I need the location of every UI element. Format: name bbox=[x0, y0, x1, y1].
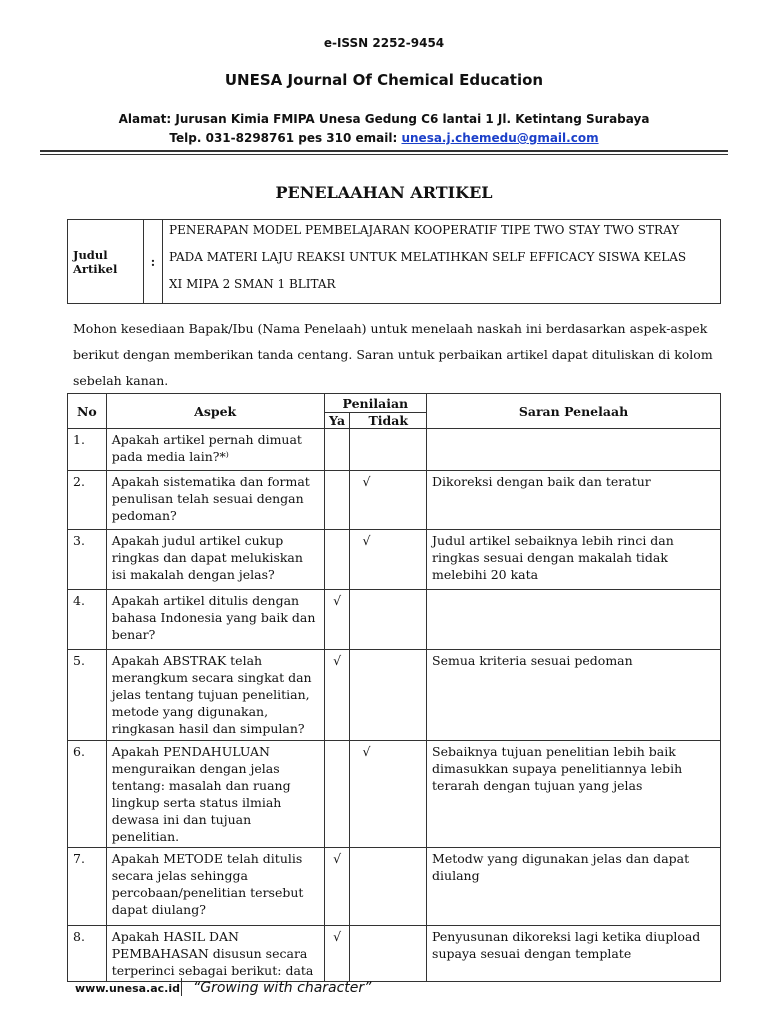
document-title: PENELAAHAN ARTIKEL bbox=[275, 183, 493, 202]
header-tidak: Tidak bbox=[350, 413, 427, 429]
row-number: 5. bbox=[68, 650, 107, 741]
row-suggestion[interactable]: Metodw yang digunakan jelas dan dapat diulang bbox=[427, 848, 721, 926]
header-divider bbox=[40, 150, 728, 152]
row-aspect: Apakah PENDAHULUAN menguraikan dengan jelas tentang: masalah dan ruang lingkup serta status ilmiah dewasa ini dan tujuan penelitian. bbox=[106, 741, 324, 848]
row-aspect: Apakah artikel pernah dimuat pada media lain?*⁾ bbox=[106, 429, 324, 471]
row-aspect: Apakah HASIL DAN PEMBAHASAN disusun secara terperinci sebagai berikut: data bbox=[106, 926, 324, 982]
check-tidak[interactable]: √ bbox=[350, 530, 427, 590]
colon: : bbox=[144, 220, 163, 304]
check-tidak[interactable] bbox=[350, 650, 427, 741]
row-number: 2. bbox=[68, 471, 107, 530]
check-tidak[interactable] bbox=[350, 429, 427, 471]
journal-contact bbox=[0, 131, 768, 145]
table-row bbox=[68, 848, 721, 926]
row-number: 8. bbox=[68, 926, 107, 982]
title-line: XI MIPA 2 SMAN 1 BLITAR bbox=[169, 277, 336, 291]
article-title-table bbox=[67, 219, 721, 304]
header-penilaian: Penilaian bbox=[324, 394, 426, 413]
journal-address: Alamat: Jurusan Kimia FMIPA Unesa Gedung C6 lantai 1 Jl. Ketintang Surabaya bbox=[118, 112, 650, 126]
footer-separator bbox=[181, 978, 182, 996]
header-divider-thin bbox=[40, 154, 728, 155]
header-ya: Ya bbox=[324, 413, 350, 429]
row-aspect: Apakah artikel ditulis dengan bahasa Indonesia yang baik dan benar? bbox=[106, 590, 324, 650]
table-row bbox=[68, 590, 721, 650]
table-row bbox=[68, 471, 721, 530]
table-row bbox=[68, 530, 721, 590]
footer-motto: “Growing with character” bbox=[193, 980, 372, 996]
row-suggestion[interactable]: Penyusunan dikoreksi lagi ketika diupload supaya sesuai dengan template bbox=[427, 926, 721, 982]
article-title-label bbox=[68, 220, 144, 304]
row-suggestion[interactable]: Semua kriteria sesuai pedoman bbox=[427, 650, 721, 741]
journal-name: UNESA Journal Of Chemical Education bbox=[224, 71, 544, 89]
label-line: Judul bbox=[73, 247, 108, 262]
row-suggestion[interactable]: Dikoreksi dengan baik dan teratur bbox=[427, 471, 721, 530]
row-number: 4. bbox=[68, 590, 107, 650]
table-row bbox=[68, 741, 721, 848]
row-number: 1. bbox=[68, 429, 107, 471]
row-aspect: Apakah sistematika dan format penulisan telah sesuai dengan pedoman? bbox=[106, 471, 324, 530]
row-aspect: Apakah METODE telah ditulis secara jelas sehingga percobaan/penelitian tersebut dapat diulang? bbox=[106, 848, 324, 926]
check-tidak[interactable] bbox=[350, 926, 427, 982]
row-number: 3. bbox=[68, 530, 107, 590]
check-ya[interactable]: √ bbox=[324, 848, 350, 926]
contact-phone: Telp. 031-8298761 pes 310 email: bbox=[169, 131, 402, 145]
row-number: 6. bbox=[68, 741, 107, 848]
check-ya[interactable]: √ bbox=[324, 926, 350, 982]
row-suggestion[interactable] bbox=[427, 590, 721, 650]
review-table bbox=[67, 393, 721, 982]
article-title-value bbox=[163, 220, 721, 304]
check-tidak[interactable] bbox=[350, 848, 427, 926]
row-suggestion[interactable]: Judul artikel sebaiknya lebih rinci dan ringkas sesuai dengan makalah tidak melebihi 20 kata bbox=[427, 530, 721, 590]
instructions-paragraph: Mohon kesediaan Bapak/Ibu (Nama Penelaah) untuk menelaah naskah ini berdasarkan aspek-aspek berikut dengan memberikan tanda centang. Saran untuk perbaikan artikel dapat dituliskan di kolom sebelah kanan. bbox=[73, 321, 713, 388]
title-line: PADA MATERI LAJU REAKSI UNTUK MELATIHKAN SELF EFFICACY SISWA KELAS bbox=[169, 250, 687, 264]
issn-number: e-ISSN 2252-9454 bbox=[323, 36, 445, 50]
label-line: Artikel bbox=[73, 261, 118, 276]
table-row bbox=[68, 926, 721, 982]
check-ya[interactable] bbox=[324, 530, 350, 590]
row-number: 7. bbox=[68, 848, 107, 926]
row-suggestion[interactable] bbox=[427, 429, 721, 471]
title-line: PENERAPAN MODEL PEMBELAJARAN KOOPERATIF TIPE TWO STAY TWO STRAY bbox=[169, 223, 680, 237]
check-tidak[interactable] bbox=[350, 590, 427, 650]
email-link[interactable]: unesa.j.chemedu@gmail.com bbox=[401, 131, 599, 145]
check-ya[interactable] bbox=[324, 471, 350, 530]
check-tidak[interactable]: √ bbox=[350, 741, 427, 848]
header-no: No bbox=[68, 394, 107, 429]
row-aspect: Apakah judul artikel cukup ringkas dan dapat melukiskan isi makalah dengan jelas? bbox=[106, 530, 324, 590]
table-row bbox=[68, 650, 721, 741]
check-ya[interactable] bbox=[324, 429, 350, 471]
table-row bbox=[68, 429, 721, 471]
footer-url[interactable]: www.unesa.ac.id bbox=[75, 982, 180, 995]
check-ya[interactable] bbox=[324, 741, 350, 848]
check-ya[interactable]: √ bbox=[324, 590, 350, 650]
check-ya[interactable]: √ bbox=[324, 650, 350, 741]
row-suggestion[interactable]: Sebaiknya tujuan penelitian lebih baik dimasukkan supaya penelitiannya lebih terarah dengan tujuan yang jelas bbox=[427, 741, 721, 848]
header-saran: Saran Penelaah bbox=[427, 394, 721, 429]
row-aspect: Apakah ABSTRAK telah merangkum secara singkat dan jelas tentang tujuan penelitian, metode yang digunakan, ringkasan hasil dan simpulan? bbox=[106, 650, 324, 741]
header-aspek: Aspek bbox=[106, 394, 324, 429]
check-tidak[interactable]: √ bbox=[350, 471, 427, 530]
